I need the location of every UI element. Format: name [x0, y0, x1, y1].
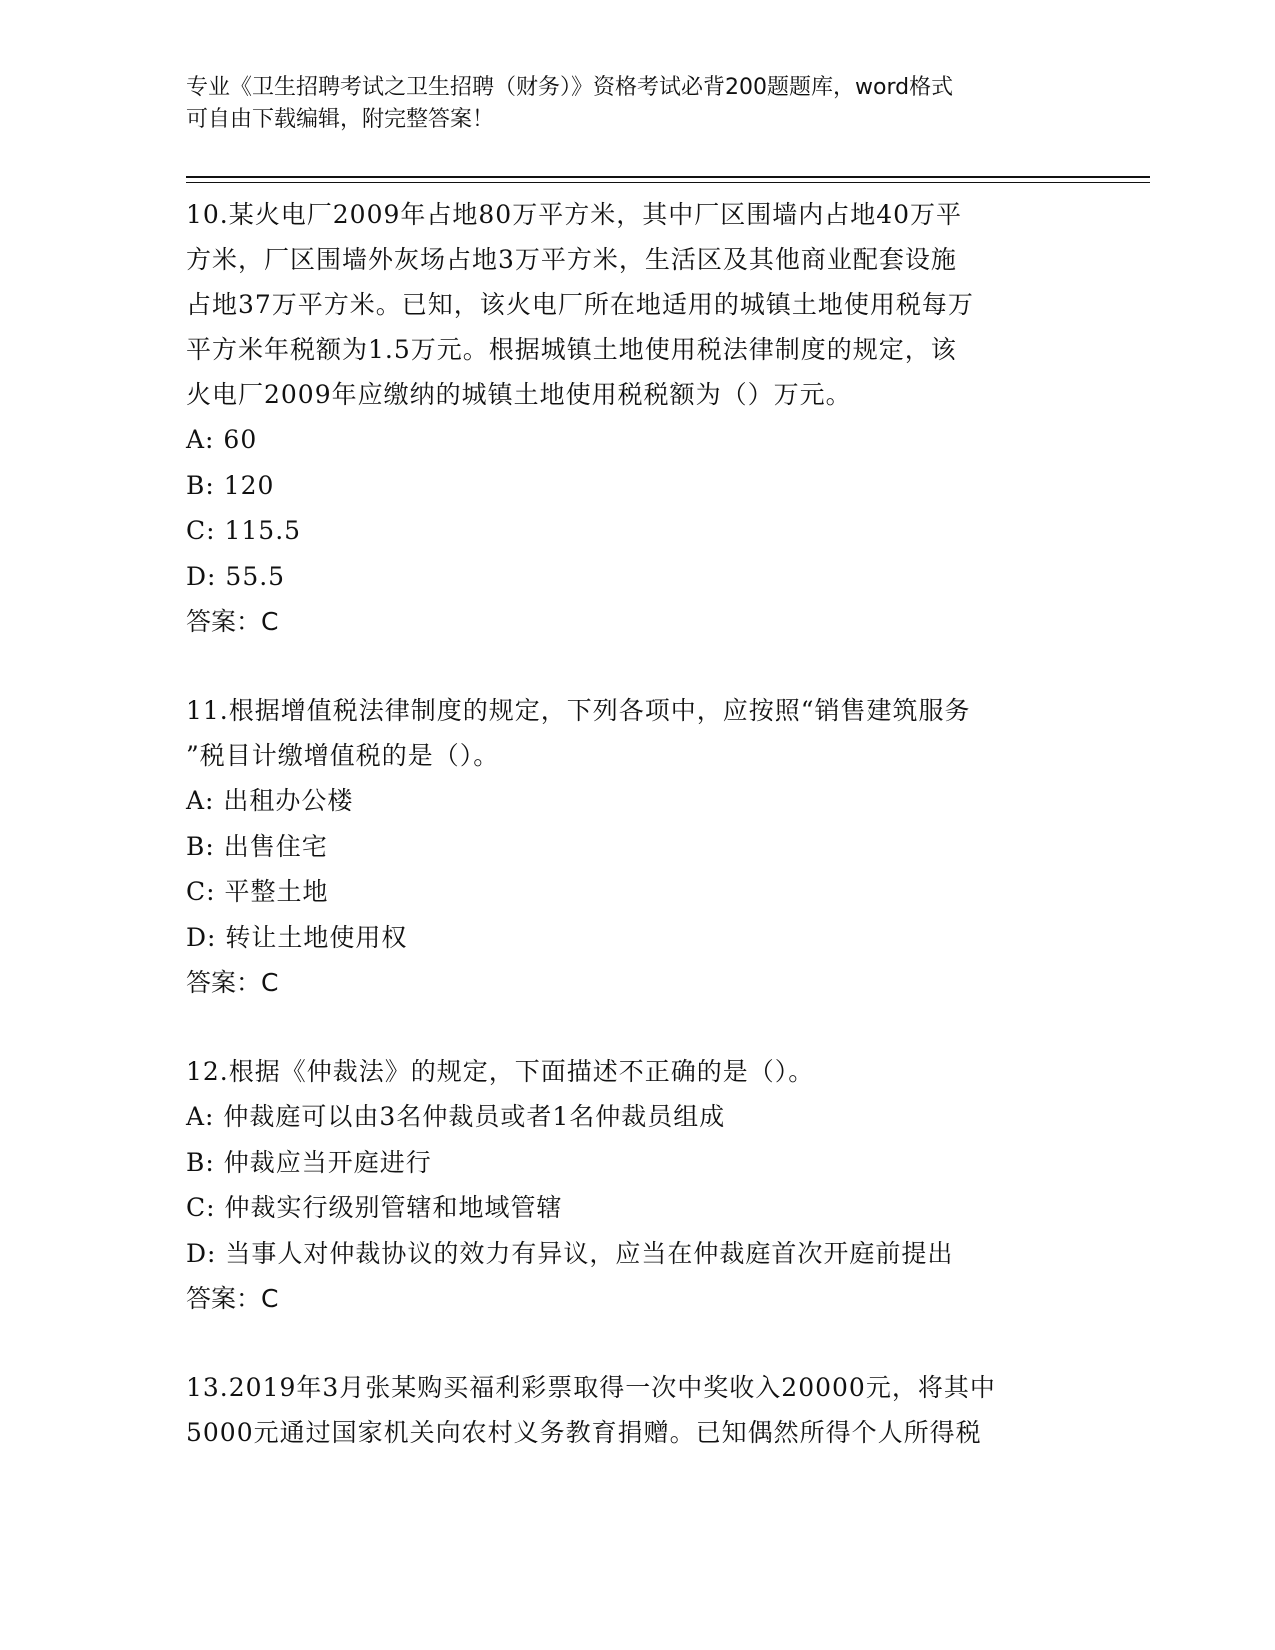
option-b: B: 仲裁应当开庭进行: [186, 1147, 432, 1177]
question-text-line: 5000元通过国家机关向农村义务教育捐赠。已知偶然所得个人所得税: [186, 1418, 982, 1447]
question-text-line: 占地37万平方米。已知，该火电厂所在地适用的城镇土地使用税每万: [186, 290, 974, 319]
header-rule-thin: [186, 182, 1150, 183]
option-b: B: 120: [186, 470, 275, 500]
option-b: B: 出售住宅: [186, 831, 328, 861]
question-text-line: ”税目计缴增值税的是（）。: [186, 741, 500, 770]
question-text-line: 12.根据《仲裁法》的规定，下面描述不正确的是（）。: [186, 1057, 815, 1086]
option-d: D: 转让土地使用权: [186, 922, 408, 952]
question-text-line: 11.根据增值税法律制度的规定，下列各项中，应按照“销售建筑服务: [186, 696, 971, 725]
option-d: D: 当事人对仲裁协议的效力有异议，应当在仲裁庭首次开庭前提出: [186, 1238, 954, 1268]
option-c: C: 平整土地: [186, 877, 329, 906]
answer-line: 答案：C: [186, 968, 279, 997]
page-header: [186, 72, 1066, 136]
option-a: A: 仲裁庭可以由3名仲裁员或者1名仲裁员组成: [186, 1102, 726, 1131]
option-c: C: 仲裁实行级别管辖和地域管辖: [186, 1193, 563, 1222]
question-text-line: 10.某火电厂2009年占地80万平方米，其中厂区围墙内占地40万平: [186, 200, 963, 229]
question-text-line: 火电厂2009年应缴纳的城镇土地使用税税额为（）万元。: [186, 380, 852, 409]
question-gap: [186, 1321, 1086, 1365]
question-text-line: 方米，厂区围墙外灰场占地3万平方米，生活区及其他商业配套设施: [186, 245, 957, 274]
header-title-line-2: 可自由下载编辑，附完整答案！: [186, 107, 495, 132]
answer-line: 答案：C: [186, 1284, 279, 1313]
option-d: D: 55.5: [186, 561, 286, 591]
option-a: A: 60: [186, 425, 258, 454]
answer-line: 答案：C: [186, 607, 279, 636]
question-text-line: 平方米年税额为1.5万元。根据城镇土地使用税法律制度的规定，该: [186, 335, 957, 364]
question-text-line: 13.2019年3月张某购买福利彩票取得一次中奖收入20000元，将其中: [186, 1373, 996, 1402]
question-12: [186, 1049, 1086, 1321]
question-11: [186, 688, 1086, 1005]
header-title-line-1: 专业《卫生招聘考试之卫生招聘（财务）》资格考试必背200题题库，word格式: [186, 75, 954, 100]
question-gap: [186, 1005, 1086, 1049]
question-10: [186, 192, 1086, 644]
header-rule-thick: [186, 176, 1150, 178]
option-c: C: 115.5: [186, 516, 302, 545]
question-gap: [186, 644, 1086, 688]
question-list: [186, 192, 1086, 1455]
option-a: A: 出租办公楼: [186, 786, 354, 815]
question-13: [186, 1365, 1086, 1455]
